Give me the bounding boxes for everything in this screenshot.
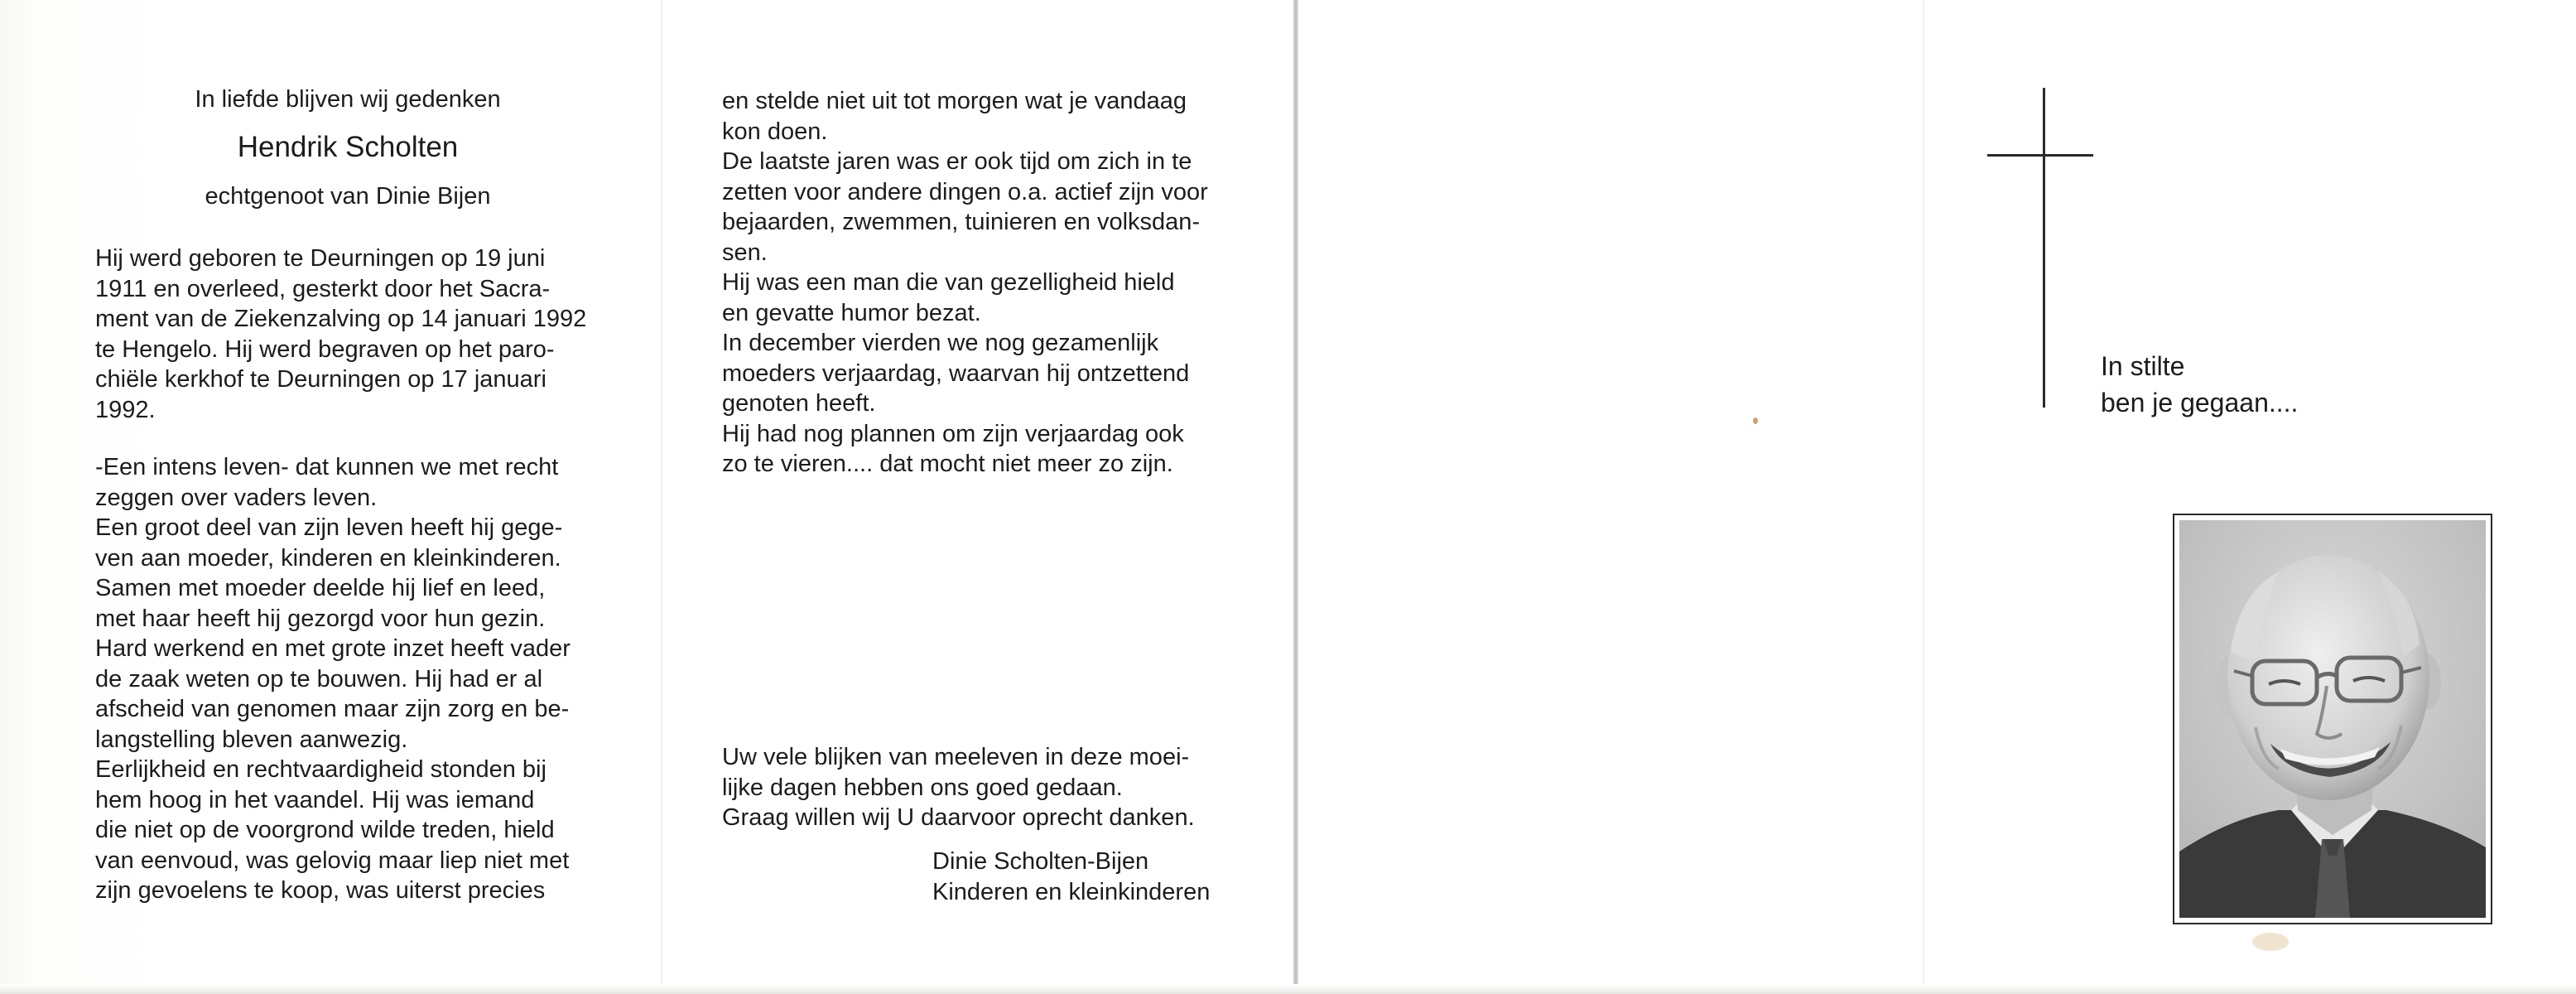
text-line: met haar heeft hij gezorgd voor hun gezin. xyxy=(95,605,546,632)
text-line: moeders verjaardag, waarvan hij ontzettend xyxy=(722,359,1190,387)
text-line: ment van de Ziekenzalving op 14 januari 1992 xyxy=(95,306,587,332)
panel-blank xyxy=(1297,0,1924,994)
text-line: langstelling bleven aanwezig. xyxy=(95,726,408,753)
motto-text xyxy=(2101,348,2298,421)
paper-stain xyxy=(2252,933,2289,951)
text-line: In december vierden we nog gezamenlijk xyxy=(722,330,1159,356)
center-fold xyxy=(1293,0,1298,994)
text-line: van eenvoud, was gelovig maar liep niet met xyxy=(95,847,570,874)
text-line: kon doen. xyxy=(722,118,828,145)
story-paragraph xyxy=(722,86,1230,480)
text-line: te Hengelo. Hij werd begraven op het paro- xyxy=(95,335,555,363)
fold-line xyxy=(1923,0,1924,994)
fold-line xyxy=(661,0,662,994)
text-line: zeggen over vaders leven. xyxy=(95,484,378,511)
text-line: Een groot deel van zijn leven heeft hij gege- xyxy=(95,514,563,541)
text-line: Uw vele blijken van meeleven in deze moei- xyxy=(722,744,1190,770)
text-line: Hij had nog plannen om zijn verjaardag ook xyxy=(722,420,1184,447)
text-line: chiële kerkhof te Deurningen op 17 januari xyxy=(95,366,546,393)
bio-paragraph xyxy=(95,244,600,425)
thanks-paragraph xyxy=(722,742,1230,833)
text-line: -Een intens leven- dat kunnen we met recht xyxy=(95,454,559,480)
text-line: zo te vieren.... dat mocht niet meer zo zijn. xyxy=(722,451,1173,477)
text-line: Hij werd geboren te Deurningen op 19 juni xyxy=(95,245,546,272)
cross-icon xyxy=(2043,88,2045,408)
text-line: bejaarden, zwemmen, tuinieren en volksdan- xyxy=(722,209,1201,235)
text-line: Graag willen wij U daarvoor oprecht danken. xyxy=(722,804,1195,831)
paper-speck xyxy=(1753,417,1758,424)
text-line: ven aan moeder, kinderen en kleinkinderen. xyxy=(95,544,561,572)
signature-line: Kinderen en kleinkinderen xyxy=(932,878,1211,905)
life-paragraph xyxy=(95,452,600,906)
portrait-image xyxy=(2179,520,2486,918)
motto-line: ben je gegaan.... xyxy=(2101,388,2299,417)
text-line: afscheid van genomen maar zijn zorg en be- xyxy=(95,696,570,722)
signature-line: Dinie Scholten-Bijen xyxy=(932,848,1149,875)
text-line: de zaak weten op te bouwen. Hij had er al xyxy=(95,665,543,692)
text-line: sen. xyxy=(722,239,768,266)
text-line: lijke dagen hebben ons goed gedaan. xyxy=(722,774,1123,801)
cross-icon-bar xyxy=(1987,154,2093,157)
text-line: en stelde niet uit tot morgen wat je vandaag xyxy=(722,88,1187,114)
memorial-heading: In liefde blijven wij gedenken xyxy=(195,86,501,113)
text-line: Eerlijkheid en rechtvaardigheid stonden bij xyxy=(95,756,546,783)
text-line: Samen met moeder deelde hij lief en leed, xyxy=(95,575,546,601)
paper-edge xyxy=(0,984,2576,994)
spouse-line: echtgenoot van Dinie Bijen xyxy=(205,183,491,210)
text-line: 1992. xyxy=(95,396,156,423)
text-line: Hard werkend en met grote inzet heeft vader xyxy=(95,635,571,662)
text-line: 1911 en overleed, gesterkt door het Sacra- xyxy=(95,275,551,302)
text-line: hem hoog in het vaandel. Hij was iemand xyxy=(95,786,535,813)
text-line: De laatste jaren was er ook tijd om zich in te xyxy=(722,148,1192,175)
motto-line: In stilte xyxy=(2101,351,2185,381)
text-line: genoten heeft. xyxy=(722,390,876,417)
signature-block xyxy=(932,847,1264,907)
text-line: zetten voor andere dingen o.a. actief zijn voor xyxy=(722,178,1208,205)
portrait-photo xyxy=(2173,514,2492,924)
deceased-name: Hendrik Scholten xyxy=(237,131,459,163)
text-line: zijn gevoelens te koop, was uiterst precies xyxy=(95,877,546,904)
text-line: Hij was een man die van gezelligheid hield xyxy=(722,269,1175,296)
text-line: die niet op de voorgrond wilde treden, hield xyxy=(95,817,555,843)
text-line: en gevatte humor bezat. xyxy=(722,299,981,326)
